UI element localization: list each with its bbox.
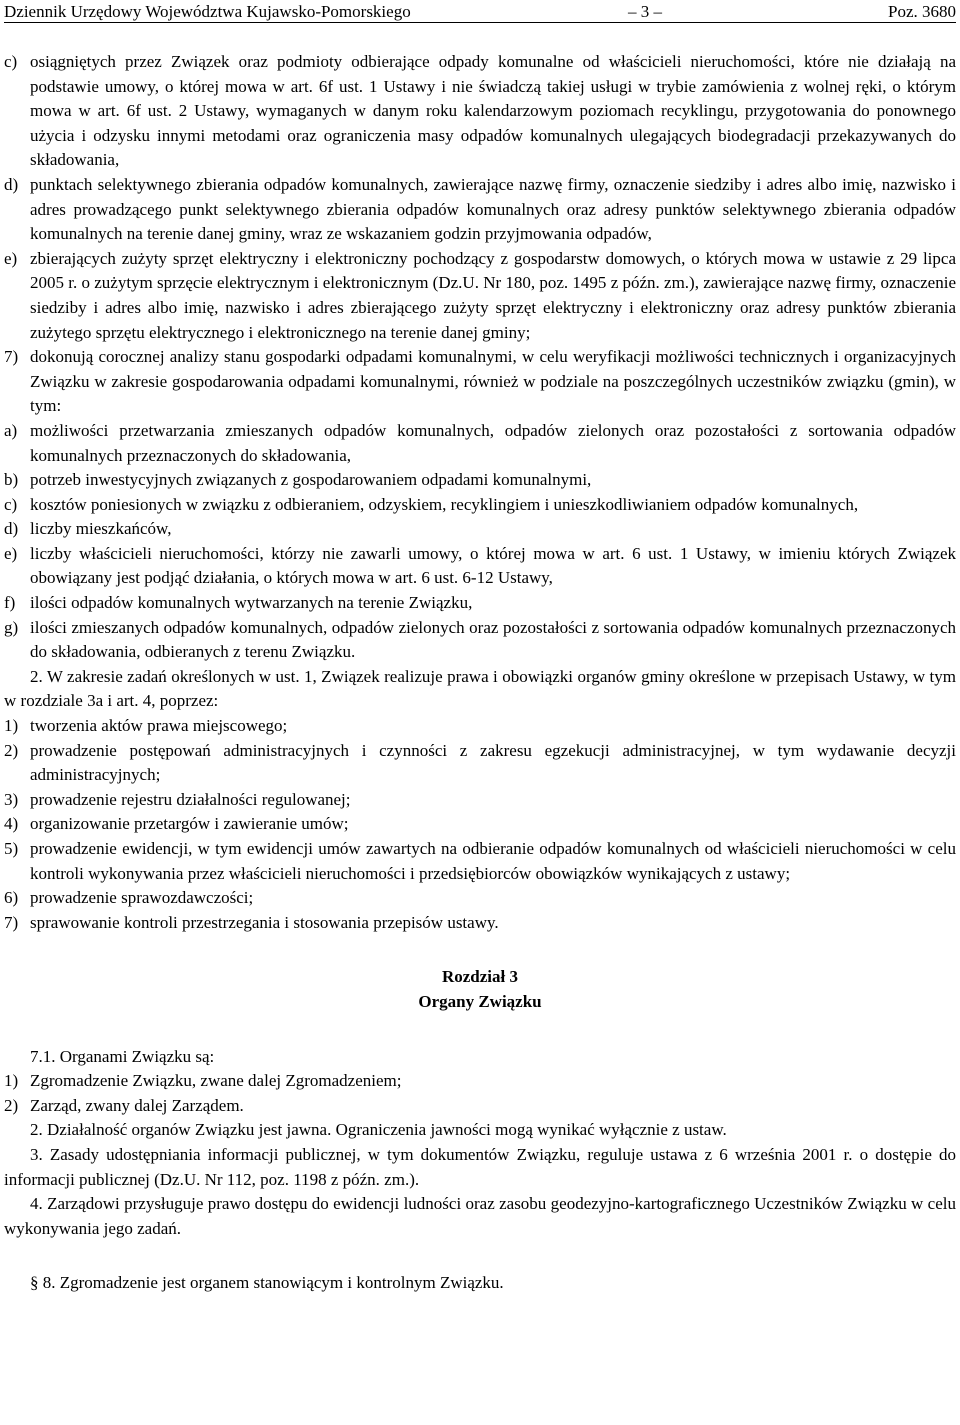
list-item-text: prowadzenie sprawozdawczości; (30, 888, 254, 908)
point-7 (4, 345, 956, 419)
list-item-label: d) (4, 519, 19, 539)
list-item-label: 4) (4, 814, 19, 834)
list-item-label: f) (4, 593, 16, 613)
list-item-text: zbierających zużyty sprzęt elektryczny i elektroniczny pochodzący z gospodarstw domowych, o których mowa w ustawie z 29 lipca 2005 r. o zużytym sprzęcie elektrycznym i elektronicznym (Dz.U. Nr 180, poz. 1495 z późn. zm.), zawierające nazwę firmy, oznaczenie siedziby i adres albo imię, nazwisko i adres zbierającego zużyty sprzęt elektryczny i elektroniczny oraz adresy punktów zbierania zużytego sprzętu elektrycznego i elektronicznego na terenie danej gminy; (30, 248, 956, 342)
list-item-text: Zgromadzenie Związku, zwane dalej Zgromadzeniem; (30, 1071, 402, 1091)
list-item-text: sprawowanie kontroli przestrzegania i stosowania przepisów ustawy. (30, 912, 499, 932)
list-item (4, 542, 956, 591)
list-item-label: 7) (4, 347, 19, 367)
list-item (4, 419, 956, 468)
paragraph-2: 2. W zakresie zadań określonych w ust. 1, Związek realizuje prawa i obowiązki organów gminy określone w przepisach Ustawy, w tym w rozdziale 3a i art. 4, poprzez: (4, 666, 956, 711)
list-item-label: c) (4, 52, 18, 71)
list-item (4, 616, 956, 665)
journal-title: Dziennik Urzędowy Województwa Kujawsko-Pomorskiego (4, 2, 411, 21)
list-item (4, 739, 956, 788)
page-header (4, 0, 956, 23)
list-item-label: g) (4, 617, 19, 637)
list-item-text: liczby właścicieli nieruchomości, którzy nie zawarli umowy, o której mowa w art. 6 ust. 1 Ustawy, w imieniu których Związek obowiązany jest podjąć działania, o których mowa w art. 6 ust. 6-12 Ustawy, (30, 543, 956, 588)
list-item-label: 7) (4, 912, 19, 932)
list-item (4, 714, 956, 739)
paragraph-7-3: 3. Zasady udostępniania informacji publicznej, w tym dokumentów Związku, reguluje ustawa z 6 września 2001 r. o dostępie do informacji publicznej (Dz.U. Nr 112, poz. 1198 z późn. zm.). (4, 1144, 956, 1189)
list-item-label: c) (4, 494, 18, 514)
list-item (4, 911, 956, 936)
paragraph-7-4: 4. Zarządowi przysługuje prawo dostępu do ewidencji ludności oraz zasobu geodezyjno-kartograficznego Uczestników Związku w celu wykonywania jego zadań. (4, 1194, 956, 1238)
list-item (4, 468, 956, 493)
list-item-text: organizowanie przetargów i zawieranie umów; (30, 814, 349, 834)
list-item (4, 517, 956, 542)
chapter-title: Organy Związku (418, 991, 542, 1011)
paragraph-8: § 8. Zgromadzenie jest organem stanowiącym i kontrolnym Związku. (30, 1273, 504, 1293)
list-item-text: liczby mieszkańców, (30, 519, 172, 539)
list-item-text: prowadzenie postępowań administracyjnych i czynności z zakresu egzekucji administracyjnej, w tym wydawanie decyzji administracyjnych; (30, 740, 956, 785)
list-item-label: 3) (4, 789, 19, 809)
list-item-text: ilości odpadów komunalnych wytwarzanych na terenie Związku, (30, 593, 473, 613)
list-item-label: e) (4, 543, 18, 563)
list-item-label: 1) (4, 1071, 19, 1091)
list-item (4, 886, 956, 911)
list-item (4, 591, 956, 616)
list-item (4, 1069, 956, 1094)
paragraph-7-1: 7.1. Organami Związku są: (30, 1046, 215, 1066)
list-item-text: możliwości przetwarzania zmieszanych odpadów komunalnych, odpadów zielonych oraz pozostałości z sortowania odpadów komunalnych przeznaczonych do składowania, (30, 420, 956, 465)
list-item-text: prowadzenie ewidencji, w tym ewidencji umów zawartych na odbieranie odpadów komunalnych od właścicieli nieruchomości w celu kontroli wykonywania przez właścicieli nieruchomości i przedsiębiorców obowiązków wynikających z ustawy; (30, 839, 956, 883)
page-number: – 3 – (628, 2, 662, 21)
position-number: Poz. 3680 (888, 2, 956, 21)
list-item (4, 837, 956, 886)
list-item (4, 50, 956, 173)
list-item (4, 493, 956, 518)
list-item-label: b) (4, 470, 19, 490)
list-item-text: osiągniętych przez Związek oraz podmioty odbierające odpady komunalne od właścicieli nieruchomości, które nie działają na podstawie umowy, o której mowa w art. 6f ust. 1 Ustawy i nie świadczą takiej usługi w trybie zamówienia z wolnej ręki, o którym mowa w art. 6f ust. 2 Ustawy, wymaganych w danym roku kalendarzowym poziomach recyklingu, przygotowania do ponownego użycia i odzysku innymi metodami oraz ograniczenia masy odpadów komunalnych ulegających biodegradacji przekazywanych do składowania, (30, 52, 956, 170)
list-item-label: 6) (4, 888, 19, 908)
list-item (4, 1094, 956, 1119)
list-item-text: potrzeb inwestycyjnych związanych z gospodarowaniem odpadami komunalnymi, (30, 470, 592, 490)
list-item-text: dokonują corocznej analizy stanu gospodarki odpadami komunalnymi, w celu weryfikacji możliwości technicznych i organizacyjnych Związku w zakresie gospodarowania odpadami komunalnymi, również w podziale na poszczególnych uczestników związku (gmin), w tym: (30, 347, 956, 416)
list-item (4, 247, 956, 345)
list-item (4, 812, 956, 837)
list-item-text: ilości zmieszanych odpadów komunalnych, odpadów zielonych oraz pozostałości z sortowania odpadów komunalnych przeznaczonych do składowania, odbieranych z terenu Związku. (30, 617, 956, 662)
list-item-text: tworzenia aktów prawa miejscowego; (30, 716, 288, 736)
list-item-label: 1) (4, 716, 19, 736)
list-item-label: 5) (4, 839, 19, 858)
list-item-label: d) (4, 174, 19, 194)
list-item-label: e) (4, 248, 18, 268)
list-item-text: prowadzenie rejestru działalności regulowanej; (30, 789, 351, 809)
list-item-text: kosztów poniesionych w związku z odbieraniem, odzyskiem, recyklingiem i unieszkodliwianiem odpadów komunalnych, (30, 494, 859, 514)
list-item-label: 2) (4, 740, 19, 760)
list-item (4, 788, 956, 813)
list-item (4, 173, 956, 247)
chapter-number: Rozdział 3 (441, 967, 519, 987)
list-item-text: punktach selektywnego zbierania odpadów komunalnych, zawierające nazwę firmy, oznaczenie siedziby i adres albo imię, nazwisko i adres prowadzącego punkt selektywnego zbierania odpadów komunalnych oraz adresy punktów selektywnego zbierania odpadów komunalnych na terenie danej gminy, wraz ze wskazaniem godzin przyjmowania odpadów, (30, 174, 956, 244)
paragraph-7-2: 2. Działalność organów Związku jest jawna. Ograniczenia jawności mogą wynikać wyłącznie z ustaw. (30, 1120, 727, 1140)
document-body (4, 23, 956, 1296)
list-item-text: Zarząd, zwany dalej Zarządem. (30, 1095, 244, 1115)
list-item-label: 2) (4, 1095, 19, 1115)
list-item-label: a) (4, 420, 18, 440)
